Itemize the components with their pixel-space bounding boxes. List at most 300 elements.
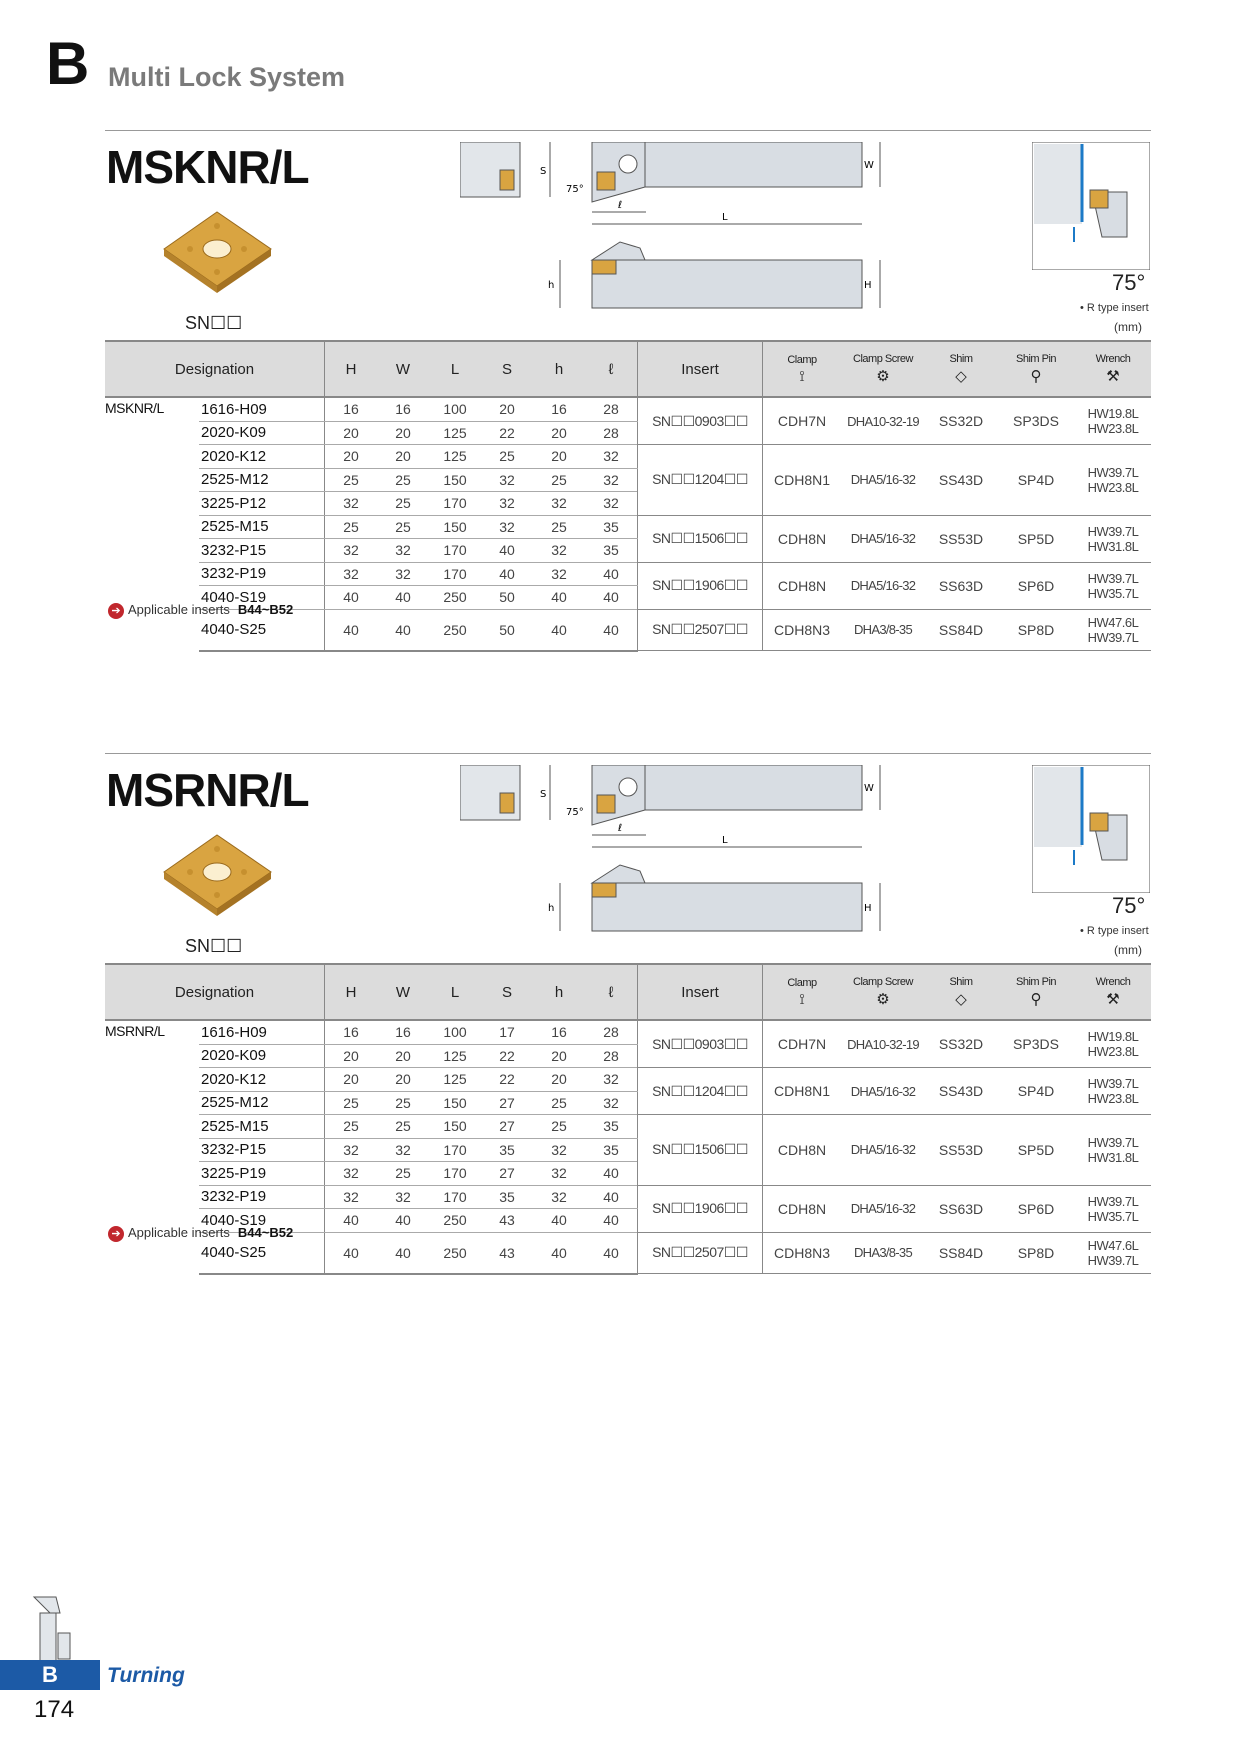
dim-h: h bbox=[548, 280, 555, 291]
dim-L-cell: 100 bbox=[429, 397, 481, 421]
shim-pin-code: SP8D bbox=[997, 609, 1075, 651]
shim-code: SS84D bbox=[925, 1232, 997, 1274]
dim-L-cell: 125 bbox=[429, 1044, 481, 1068]
shim-code: SS43D bbox=[925, 1068, 997, 1115]
dim-W-cell: 20 bbox=[377, 421, 429, 445]
dim-H-cell: 20 bbox=[325, 421, 378, 445]
shim-pin-code: SP6D bbox=[997, 562, 1075, 609]
dim-H-cell: 32 bbox=[325, 1185, 378, 1209]
dim-L-cell: 250 bbox=[429, 1209, 481, 1233]
dim-L-cell: 150 bbox=[429, 1091, 481, 1115]
dim-l-cell: 40 bbox=[585, 1232, 638, 1274]
r-type-note: • R type insert bbox=[1080, 302, 1149, 314]
dim-l-cell: 35 bbox=[585, 515, 638, 539]
clamp-code: CDH8N bbox=[763, 1185, 842, 1232]
dim-l: ℓ bbox=[618, 823, 623, 834]
table-row bbox=[105, 1068, 1151, 1092]
dim-S-cell: 50 bbox=[481, 609, 533, 651]
insert-image bbox=[160, 827, 275, 917]
shim-pin-icon: ⚲ bbox=[1030, 368, 1042, 385]
table-row bbox=[105, 1020, 1151, 1044]
shim-pin-code: SP3DS bbox=[997, 397, 1075, 445]
insert-shape-label: SN☐☐ bbox=[185, 313, 243, 333]
dim-W-cell: 25 bbox=[377, 492, 429, 516]
dim-W-cell: 25 bbox=[377, 468, 429, 492]
wrench-code-2: HW35.7L bbox=[1087, 1208, 1139, 1224]
insert-code: SN☐☐1906☐☐ bbox=[638, 1185, 763, 1232]
dim-L: L bbox=[722, 835, 728, 846]
col-W: W bbox=[377, 341, 429, 397]
shim-code: SS84D bbox=[925, 609, 997, 651]
clamp-code: CDH8N1 bbox=[763, 1068, 842, 1115]
col-L: L bbox=[429, 341, 481, 397]
wrench-code-1: HW39.7L bbox=[1087, 570, 1139, 586]
dim-S-cell: 40 bbox=[481, 539, 533, 563]
insert-image bbox=[160, 204, 275, 294]
insert-code: SN☐☐1204☐☐ bbox=[638, 1068, 763, 1115]
dim-l-cell: 40 bbox=[585, 562, 638, 586]
col-S: S bbox=[481, 964, 533, 1020]
page-number: 174 bbox=[34, 1696, 75, 1723]
dim-H-cell: 16 bbox=[325, 1020, 378, 1044]
wrench-code-1: HW39.7L bbox=[1087, 1076, 1139, 1091]
dim-h-cell: 20 bbox=[533, 1068, 585, 1092]
designation-code: 4040-S25 bbox=[199, 1232, 325, 1274]
lead-angle: 75° bbox=[1112, 270, 1146, 295]
application-diagram bbox=[1032, 142, 1150, 270]
dim-L-cell: 170 bbox=[429, 1162, 481, 1186]
turning-tool-icon bbox=[30, 1595, 74, 1665]
dim-L-cell: 125 bbox=[429, 445, 481, 469]
designation-code: 2020-K09 bbox=[199, 421, 325, 445]
designation-code: 3232-P15 bbox=[199, 1138, 325, 1162]
shim-code: SS63D bbox=[925, 1185, 997, 1232]
col-S: S bbox=[481, 341, 533, 397]
wrench-code-2: HW35.7L bbox=[1087, 585, 1139, 601]
designation-code: 2525-M12 bbox=[199, 1091, 325, 1115]
dim-L-cell: 170 bbox=[429, 492, 481, 516]
designation-code: 2020-K09 bbox=[199, 1044, 325, 1068]
dim-w: W bbox=[864, 160, 874, 171]
dim-S-cell: 17 bbox=[481, 1020, 533, 1044]
insert-code: SN☐☐1204☐☐ bbox=[638, 445, 763, 516]
wrench-code-1: HW19.8L bbox=[1087, 1029, 1139, 1044]
dim-S-cell: 32 bbox=[481, 468, 533, 492]
section-divider bbox=[105, 130, 1151, 131]
dim-W-cell: 32 bbox=[377, 539, 429, 563]
dim-L-cell: 170 bbox=[429, 562, 481, 586]
insert-code: SN☐☐0903☐☐ bbox=[638, 397, 763, 445]
insert-code: SN☐☐2507☐☐ bbox=[638, 609, 763, 651]
col-clamp: Clamp ⟟ bbox=[763, 964, 842, 1020]
clamp-screw-code: DHA3/8-35 bbox=[841, 1232, 925, 1274]
col-insert: Insert bbox=[638, 964, 763, 1020]
col-h: h bbox=[533, 341, 585, 397]
dim-s: S bbox=[540, 789, 547, 800]
wrench-icon: ⚒ bbox=[1106, 368, 1120, 385]
col-designation: Designation bbox=[105, 341, 325, 397]
clamp-screw-code: DHA10-32-19 bbox=[841, 1020, 925, 1068]
r-type-note: • R type insert bbox=[1080, 925, 1149, 937]
screw-icon: ⚙ bbox=[876, 991, 890, 1008]
dim-h-cell: 16 bbox=[533, 397, 585, 421]
dim-L-cell: 100 bbox=[429, 1020, 481, 1044]
dim-S-cell: 32 bbox=[481, 492, 533, 516]
shim-pin-code: SP5D bbox=[997, 1115, 1075, 1186]
col-shim: Shim ◇ bbox=[925, 341, 997, 397]
dim-h-cell: 25 bbox=[533, 1091, 585, 1115]
series-name: MSRNR/L bbox=[105, 1023, 165, 1039]
dim-W-cell: 25 bbox=[377, 515, 429, 539]
section-letter: B bbox=[46, 30, 90, 97]
dim-h-cell: 20 bbox=[533, 1044, 585, 1068]
shim-icon: ◇ bbox=[955, 368, 967, 385]
dim-h-cell: 25 bbox=[533, 1115, 585, 1139]
dim-L: L bbox=[722, 212, 728, 223]
wrench-code-1: HW47.6L bbox=[1087, 614, 1139, 630]
dim-L-cell: 170 bbox=[429, 1138, 481, 1162]
dim-S-cell: 27 bbox=[481, 1162, 533, 1186]
designation-code: 3232-P19 bbox=[199, 1185, 325, 1209]
dim-L-cell: 170 bbox=[429, 539, 481, 563]
applicable-inserts-note[interactable]: ➔ Applicable inserts B44~B52 bbox=[108, 602, 293, 619]
dim-S-cell: 40 bbox=[481, 562, 533, 586]
wrench-code-1: HW39.7L bbox=[1087, 1193, 1139, 1209]
table-row bbox=[105, 562, 1151, 586]
dim-l-cell: 32 bbox=[585, 1068, 638, 1092]
wrench-code-2: HW39.7L bbox=[1087, 1252, 1139, 1268]
dim-H-cell: 32 bbox=[325, 562, 378, 586]
dim-H-cell: 32 bbox=[325, 492, 378, 516]
dim-h-cell: 40 bbox=[533, 586, 585, 610]
model-title: MSRNR/L bbox=[106, 764, 309, 816]
dim-W-cell: 32 bbox=[377, 1185, 429, 1209]
dim-W-cell: 16 bbox=[377, 397, 429, 421]
clamp-screw-code: DHA3/8-35 bbox=[841, 609, 925, 651]
designation-code: 2525-M15 bbox=[199, 1115, 325, 1139]
wrench-code-1: HW47.6L bbox=[1087, 1237, 1139, 1253]
dim-h-cell: 32 bbox=[533, 492, 585, 516]
wrench-codes bbox=[1075, 1020, 1151, 1068]
dim-l-cell: 40 bbox=[585, 609, 638, 651]
wrench-code-1: HW39.7L bbox=[1087, 523, 1139, 539]
dim-h-cell: 20 bbox=[533, 421, 585, 445]
shim-pin-code: SP8D bbox=[997, 1232, 1075, 1274]
col-h: h bbox=[533, 964, 585, 1020]
dim-l-cell: 35 bbox=[585, 1115, 638, 1139]
wrench-code-2: HW39.7L bbox=[1087, 629, 1139, 645]
insert-shape-label: SN☐☐ bbox=[185, 936, 243, 956]
shim-pin-code: SP4D bbox=[997, 445, 1075, 516]
dim-S-cell: 50 bbox=[481, 586, 533, 610]
shim-pin-code: SP5D bbox=[997, 515, 1075, 562]
wrench-code-1: HW39.7L bbox=[1087, 1134, 1139, 1150]
col-L: L bbox=[429, 964, 481, 1020]
dim-W-cell: 20 bbox=[377, 445, 429, 469]
dim-W-cell: 25 bbox=[377, 1091, 429, 1115]
dim-l-cell: 32 bbox=[585, 492, 638, 516]
dim-h-cell: 25 bbox=[533, 515, 585, 539]
wrench-icon: ⚒ bbox=[1106, 991, 1120, 1008]
section-divider bbox=[105, 753, 1151, 754]
dim-h: h bbox=[548, 903, 555, 914]
shim-code: SS53D bbox=[925, 515, 997, 562]
dim-l-cell: 40 bbox=[585, 1209, 638, 1233]
dim-H-cell: 16 bbox=[325, 397, 378, 421]
clamp-code: CDH8N bbox=[763, 1115, 842, 1186]
dim-L-cell: 125 bbox=[429, 1068, 481, 1092]
table-row bbox=[105, 1115, 1151, 1139]
wrench-code-2: HW31.8L bbox=[1087, 1149, 1139, 1165]
shim-icon: ◇ bbox=[955, 991, 967, 1008]
wrench-codes bbox=[1075, 515, 1151, 562]
dim-H-cell: 20 bbox=[325, 1044, 378, 1068]
insert-code: SN☐☐1906☐☐ bbox=[638, 562, 763, 609]
wrench-code-2: HW31.8L bbox=[1087, 538, 1139, 554]
dim-l-cell: 40 bbox=[585, 586, 638, 610]
unit-label: (mm) bbox=[1114, 320, 1142, 334]
dim-H-cell: 25 bbox=[325, 1115, 378, 1139]
wrench-code-2: HW23.8L bbox=[1087, 479, 1139, 495]
designation-code: 1616-H09 bbox=[199, 1020, 325, 1044]
dim-l-cell: 32 bbox=[585, 445, 638, 469]
insert-code: SN☐☐1506☐☐ bbox=[638, 515, 763, 562]
col-wrench: Wrench ⚒ bbox=[1075, 341, 1151, 397]
dim-h-cell: 32 bbox=[533, 1138, 585, 1162]
wrench-codes bbox=[1075, 562, 1151, 609]
dim-W-cell: 32 bbox=[377, 1138, 429, 1162]
dim-l-cell: 28 bbox=[585, 1044, 638, 1068]
table-row bbox=[105, 397, 1151, 421]
series-name: MSKNR/L bbox=[105, 400, 164, 416]
dim-W-cell: 25 bbox=[377, 1115, 429, 1139]
dim-H-cell: 20 bbox=[325, 1068, 378, 1092]
arrow-icon: ➔ bbox=[108, 1226, 124, 1242]
col-W: W bbox=[377, 964, 429, 1020]
clamp-code: CDH8N1 bbox=[763, 445, 842, 516]
dim-W-cell: 25 bbox=[377, 1162, 429, 1186]
col-clamp: Clamp ⟟ bbox=[763, 341, 842, 397]
designation-code: 2020-K12 bbox=[199, 445, 325, 469]
dim-l-cell: 35 bbox=[585, 1138, 638, 1162]
dim-l-cell: 32 bbox=[585, 468, 638, 492]
wrench-codes bbox=[1075, 609, 1151, 651]
clamp-code: CDH8N bbox=[763, 515, 842, 562]
dim-h-cell: 40 bbox=[533, 609, 585, 651]
wrench-code-2: HW23.8L bbox=[1087, 1044, 1139, 1059]
dim-h-cell: 25 bbox=[533, 468, 585, 492]
dim-S-cell: 43 bbox=[481, 1232, 533, 1274]
designation-code: 2525-M15 bbox=[199, 515, 325, 539]
dim-l-cell: 32 bbox=[585, 1091, 638, 1115]
dim-h-cell: 16 bbox=[533, 1020, 585, 1044]
designation-code: 4040-S25 bbox=[199, 609, 325, 651]
designation-code: 1616-H09 bbox=[199, 397, 325, 421]
shim-code: SS32D bbox=[925, 1020, 997, 1068]
dim-S-cell: 22 bbox=[481, 1068, 533, 1092]
dim-l-cell: 40 bbox=[585, 1162, 638, 1186]
shim-code: SS32D bbox=[925, 397, 997, 445]
col-H: H bbox=[325, 341, 378, 397]
dim-S-cell: 32 bbox=[481, 515, 533, 539]
table-row bbox=[105, 1185, 1151, 1209]
dim-L-cell: 150 bbox=[429, 515, 481, 539]
dim-l-cell: 35 bbox=[585, 539, 638, 563]
clamp-icon: ⟟ bbox=[799, 990, 805, 1008]
dim-h-cell: 20 bbox=[533, 445, 585, 469]
wrench-code-1: HW19.8L bbox=[1087, 406, 1139, 421]
dim-S-cell: 25 bbox=[481, 445, 533, 469]
holder-drawing bbox=[460, 765, 920, 965]
dim-W-cell: 20 bbox=[377, 1068, 429, 1092]
dim-H-cell: 25 bbox=[325, 468, 378, 492]
dim-l: ℓ bbox=[618, 200, 623, 211]
col-l: ℓ bbox=[585, 964, 638, 1020]
dim-h-cell: 32 bbox=[533, 1185, 585, 1209]
col-l: ℓ bbox=[585, 341, 638, 397]
wrench-code-1: HW39.7L bbox=[1087, 464, 1139, 480]
wrench-codes bbox=[1075, 1115, 1151, 1186]
designation-code: 4040-S19 bbox=[199, 586, 325, 610]
dim-H-cell: 25 bbox=[325, 1091, 378, 1115]
dim-s: S bbox=[540, 166, 547, 177]
clamp-code: CDH8N bbox=[763, 562, 842, 609]
dim-H-cell: 32 bbox=[325, 1138, 378, 1162]
clamp-screw-code: DHA5/16-32 bbox=[841, 1068, 925, 1115]
shim-pin-code: SP3DS bbox=[997, 1020, 1075, 1068]
dim-H-cell: 32 bbox=[325, 1162, 378, 1186]
dim-l-cell: 28 bbox=[585, 397, 638, 421]
dim-H-cell: 20 bbox=[325, 445, 378, 469]
shim-pin-icon: ⚲ bbox=[1030, 991, 1042, 1008]
dim-L-cell: 150 bbox=[429, 1115, 481, 1139]
wrench-codes bbox=[1075, 397, 1151, 445]
col-H: H bbox=[325, 964, 378, 1020]
clamp-screw-code: DHA5/16-32 bbox=[841, 1185, 925, 1232]
unit-label: (mm) bbox=[1114, 943, 1142, 957]
designation-code: 3232-P19 bbox=[199, 562, 325, 586]
col-clamp-screw: Clamp Screw ⚙ bbox=[841, 341, 925, 397]
dim-h-cell: 40 bbox=[533, 1232, 585, 1274]
col-shim: Shim ◇ bbox=[925, 964, 997, 1020]
designation-code: 4040-S19 bbox=[199, 1209, 325, 1233]
dim-S-cell: 20 bbox=[481, 397, 533, 421]
wrench-codes bbox=[1075, 1068, 1151, 1115]
dim-S-cell: 22 bbox=[481, 1044, 533, 1068]
clamp-code: CDH8N3 bbox=[763, 1232, 842, 1274]
dim-L-cell: 170 bbox=[429, 1185, 481, 1209]
clamp-screw-code: DHA5/16-32 bbox=[841, 562, 925, 609]
dim-S-cell: 43 bbox=[481, 1209, 533, 1233]
wrench-code-2: HW23.8L bbox=[1087, 421, 1139, 436]
clamp-screw-code: DHA5/16-32 bbox=[841, 1115, 925, 1186]
dim-S-cell: 22 bbox=[481, 421, 533, 445]
dim-W-cell: 16 bbox=[377, 1020, 429, 1044]
dim-H: H bbox=[864, 903, 872, 914]
clamp-code: CDH8N3 bbox=[763, 609, 842, 651]
dim-L-cell: 125 bbox=[429, 421, 481, 445]
applicable-inserts-note[interactable]: ➔ Applicable inserts B44~B52 bbox=[108, 1225, 293, 1242]
clamp-code: CDH7N bbox=[763, 397, 842, 445]
dim-l-cell: 28 bbox=[585, 421, 638, 445]
clamp-screw-code: DHA10-32-19 bbox=[841, 397, 925, 445]
col-shim-pin: Shim Pin ⚲ bbox=[997, 341, 1075, 397]
dim-S-cell: 35 bbox=[481, 1138, 533, 1162]
dim-W-cell: 40 bbox=[377, 1209, 429, 1233]
dim-L-cell: 150 bbox=[429, 468, 481, 492]
arrow-icon: ➔ bbox=[108, 603, 124, 619]
dim-W-cell: 40 bbox=[377, 609, 429, 651]
insert-code: SN☐☐0903☐☐ bbox=[638, 1020, 763, 1068]
dim-H-cell: 25 bbox=[325, 515, 378, 539]
dim-L-cell: 250 bbox=[429, 609, 481, 651]
model-title: MSKNR/L bbox=[106, 141, 309, 193]
footer-section-tab: B bbox=[0, 1660, 100, 1690]
dim-H: H bbox=[864, 280, 872, 291]
clamp-icon: ⟟ bbox=[799, 367, 805, 385]
dim-H-cell: 40 bbox=[325, 1232, 378, 1274]
clamp-screw-code: DHA5/16-32 bbox=[841, 515, 925, 562]
dim-W-cell: 32 bbox=[377, 562, 429, 586]
shim-code: SS43D bbox=[925, 445, 997, 516]
dim-l-cell: 28 bbox=[585, 1020, 638, 1044]
table-row bbox=[105, 445, 1151, 469]
dim-S-cell: 27 bbox=[481, 1115, 533, 1139]
footer-category: Turning bbox=[107, 1664, 185, 1687]
dim-h-cell: 32 bbox=[533, 562, 585, 586]
shim-pin-code: SP4D bbox=[997, 1068, 1075, 1115]
col-shim-pin: Shim Pin ⚲ bbox=[997, 964, 1075, 1020]
dim-l-cell: 40 bbox=[585, 1185, 638, 1209]
table-row bbox=[105, 515, 1151, 539]
dim-H-cell: 40 bbox=[325, 609, 378, 651]
dim-H-cell: 40 bbox=[325, 1209, 378, 1233]
insert-code: SN☐☐1506☐☐ bbox=[638, 1115, 763, 1186]
dim-angle: 75° bbox=[566, 807, 584, 818]
dim-L-cell: 250 bbox=[429, 586, 481, 610]
dim-H-cell: 32 bbox=[325, 539, 378, 563]
clamp-code: CDH7N bbox=[763, 1020, 842, 1068]
designation-code: 3232-P15 bbox=[199, 539, 325, 563]
dim-S-cell: 27 bbox=[481, 1091, 533, 1115]
designation-code: 2020-K12 bbox=[199, 1068, 325, 1092]
insert-code: SN☐☐2507☐☐ bbox=[638, 1232, 763, 1274]
col-insert: Insert bbox=[638, 341, 763, 397]
designation-code: 3225-P19 bbox=[199, 1162, 325, 1186]
dim-h-cell: 40 bbox=[533, 1209, 585, 1233]
screw-icon: ⚙ bbox=[876, 368, 890, 385]
dim-W-cell: 40 bbox=[377, 1232, 429, 1274]
shim-code: SS53D bbox=[925, 1115, 997, 1186]
dim-h-cell: 32 bbox=[533, 1162, 585, 1186]
col-wrench: Wrench ⚒ bbox=[1075, 964, 1151, 1020]
dim-h-cell: 32 bbox=[533, 539, 585, 563]
page-title: Multi Lock System bbox=[108, 62, 346, 92]
wrench-codes bbox=[1075, 1185, 1151, 1232]
dim-L-cell: 250 bbox=[429, 1232, 481, 1274]
dim-W-cell: 40 bbox=[377, 586, 429, 610]
dim-W-cell: 20 bbox=[377, 1044, 429, 1068]
dim-w: W bbox=[864, 783, 874, 794]
shim-pin-code: SP6D bbox=[997, 1185, 1075, 1232]
dim-H-cell: 40 bbox=[325, 586, 378, 610]
dim-angle: 75° bbox=[566, 184, 584, 195]
wrench-code-2: HW23.8L bbox=[1087, 1091, 1139, 1106]
designation-code: 2525-M12 bbox=[199, 468, 325, 492]
shim-code: SS63D bbox=[925, 562, 997, 609]
wrench-codes bbox=[1075, 445, 1151, 516]
col-designation: Designation bbox=[105, 964, 325, 1020]
